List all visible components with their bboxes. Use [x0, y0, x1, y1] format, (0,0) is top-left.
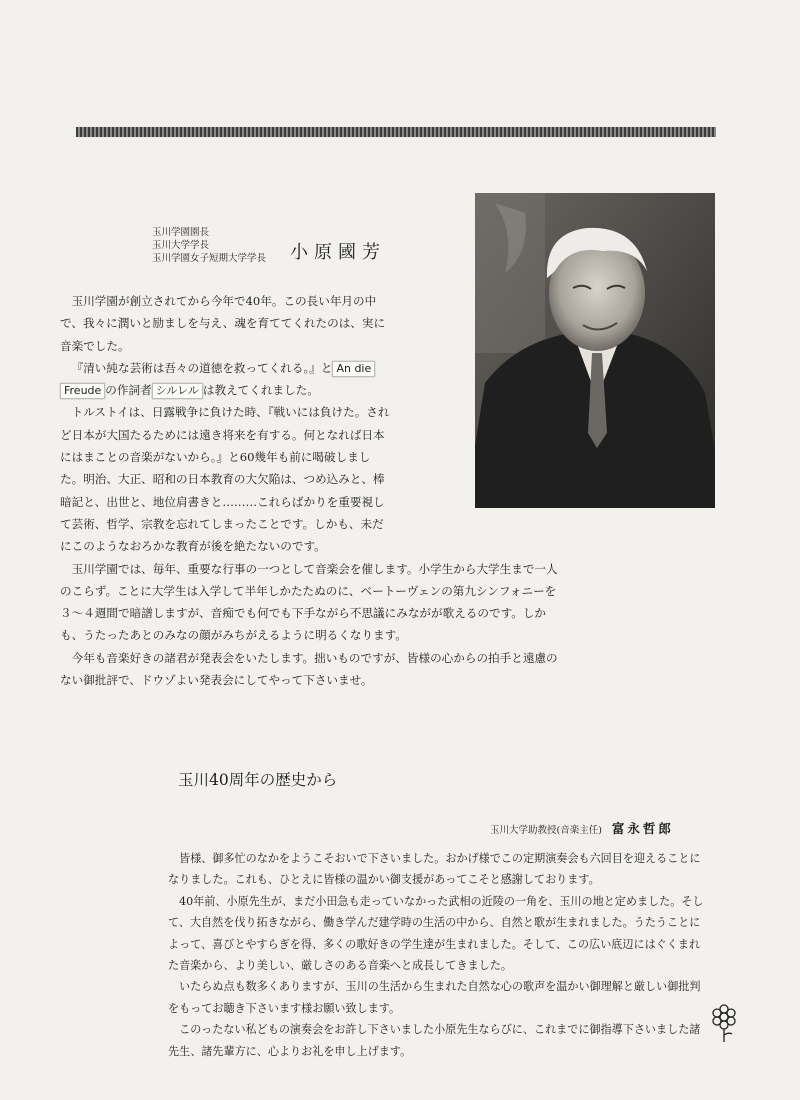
author-title: 玉川大学学長 — [152, 240, 210, 251]
pasted-label: Freude — [60, 383, 105, 399]
author-titles — [152, 226, 266, 265]
flower-icon — [711, 1004, 737, 1048]
pasted-label: An die — [332, 361, 375, 377]
history-paragraph: 40年前、小原先生が、まだ小田急も走っていなかった武相の近陵の一角を、玉川の地と定めました。そして、大自然を伐り拓きながら、働き学んだ建学時の生活の中から、自然と歌が生まれました。うたうことによって、喜びとやすらぎを得、多くの歌好きの学生達が生まれました。そして、この広い底辺にはぐくまれた音楽から、より美しい、厳しさのある音楽へと成長してきました。 — [168, 894, 704, 973]
essay-paragraph: 玉川学園では、毎年、重要な行事の一つとして音楽会を催します。小学生から大学生まで一人のこらず。ことに大学生は入学して半年しかたたぬのに、ベートーヴェンの第九シンフォニーを３～４週間で暗譜しますが、音痴でも何でも下手ながら不思議にみながが歌えるのです。しかも、うたったあとのみなの顔がみちがえるように明るくなります。 — [60, 561, 558, 643]
author-name: 小原國芳 — [290, 242, 386, 263]
essay-body — [60, 290, 560, 691]
history-paragraph: 皆様、御多忙のなかをようこそおいで下さいました。おかげ様でこの定期演奏会も六回目を迎えることになりました。これも、ひとえに皆様の温かい御支援があってこそと感謝しております。 — [168, 852, 701, 887]
history-byline — [490, 818, 674, 837]
history-author-role: 玉川大学助教授(音楽主任) — [490, 825, 602, 836]
essay-paragraph-quote — [60, 357, 390, 402]
pasted-label: シルレル — [152, 383, 203, 399]
author-title: 玉川学園園長 — [152, 227, 210, 238]
essay-paragraph: トルストイは、日露戦争に負けた時、『戦いには負けた。されど日本が大国たるためには遠き将来を有する。何となれば日本にはまことの音楽がないから。』と60幾年も前に喝破しました。明治、大正、昭和の日本教育の大欠陥は、つめ込みと、棒暗記と、出世と、地位肩書きと………これらばかりを重要視して芸術、哲学、宗教を忘れてしまったことです。しかも、未だにこのようなおろかな教育が後を絶たないのです。 — [60, 405, 390, 554]
author-title: 玉川学園女子短期大学学長 — [152, 253, 267, 264]
history-body — [168, 848, 708, 1062]
essay-paragraph: 今年も音楽好きの諸君が発表会をいたします。拙いものですが、皆様の心からの拍手と遠慮のない御批評で、ドウゾよい発表会にしてやって下さいませ。 — [60, 650, 558, 688]
history-author-name: 富永哲郎 — [611, 821, 674, 836]
essay-text: は教えてくれました。 — [202, 383, 319, 398]
essay-text: 『清い純な芸術は吾々の道徳を救ってくれる。』と — [71, 360, 333, 375]
essay-text: の作詞者 — [105, 383, 152, 398]
history-title: 玉川40周年の歴史から — [178, 771, 338, 789]
decorative-rule — [76, 127, 716, 137]
history-paragraph: いたらぬ点も数多くありますが、玉川の生活から生まれた自然な心の歌声を温かい御理解と厳しい御批判をもってお聴き下さいます様お願い致します。 — [168, 980, 701, 1015]
essay-paragraph: 玉川学園が創立されてから今年で40年。この長い年月の中で、我々に潤いと励ましを与え、魂を育ててくれたのは、実に音楽でした。 — [60, 294, 386, 353]
history-paragraph: このったない私どもの演奏会をお許し下さいました小原先生ならびに、これまでに御指導下さいました諸先生、諸先輩方に、心よりお礼を申し上げます。 — [168, 1023, 701, 1058]
